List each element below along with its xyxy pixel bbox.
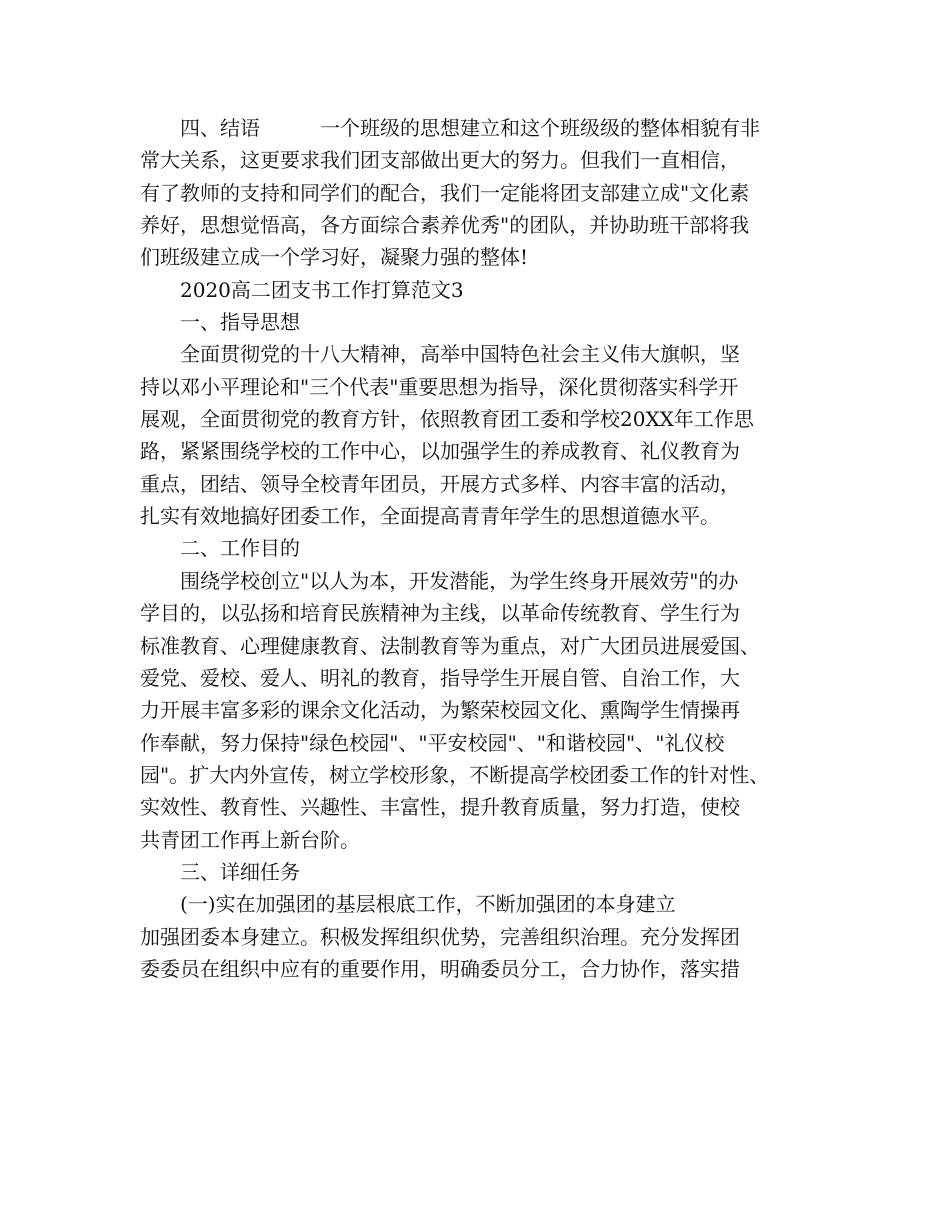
conclusion-paragraph-line-1 [140,112,825,144]
section1-line: 重点，团结、领导全校青年团员，开展方式多样、内容丰富的活动， [140,471,740,496]
document-body [140,112,825,985]
section-heading-guiding-ideology: 一、指导思想 [180,310,300,335]
section2-line: 学目的，以弘扬和培育民族精神为主线，以革命传统教育、学生行为 [140,601,740,626]
section2-line: 围绕学校创立"以人为本，开发潜能，为学生终身开展效劳"的办 [180,568,739,593]
section1-line: 路，紧紧围绕学校的工作中心，以加强学生的养成教育、礼仪教育为 [140,439,740,464]
conclusion-line: 养好，思想觉悟高，各方面综合素养优秀"的团队，并协助班干部将我 [140,213,750,238]
section2-line: 实效性、教育性、兴趣性、丰富性，提升教育质量，努力打造，使校 [140,795,740,820]
conclusion-text: 一个班级的思想建立和这个班级级的整体相貌有非 [320,116,760,140]
conclusion-line: 常大关系，这更要求我们团支部做出更大的努力。但我们一直相信， [140,148,740,173]
section2-line: 共青团工作再上新台阶。 [140,827,360,852]
section1-line: 全面贯彻党的十八大精神，高举中国特色社会主义伟大旗帜，坚 [180,342,740,367]
section3-line: 加强团委本身建立。积极发挥组织优势，完善组织治理。充分发挥团 [140,924,740,949]
section1-line: 展观，全面贯彻党的教育方针，依照教育团工委和学校20XX年工作思 [140,407,754,432]
section-heading-work-goals: 二、工作目的 [180,536,300,561]
section1-line: 扎实有效地搞好团委工作，全面提高青青年学生的思想道德水平。 [140,504,720,529]
conclusion-line: 有了教师的支持和同学们的配合，我们一定能将团支部建立成"文化素 [140,180,750,205]
section2-line: 作奉献，努力保持"绿色校园"、"平安校园"、"和谐校园"、"礼仪校 [140,730,725,755]
section2-line: 园"。扩大内外宣传，树立学校形象，不断提高学校团委工作的针对性、 [140,762,770,787]
section-heading-detailed-tasks: 三、详细任务 [180,859,300,884]
section2-line: 爱党、爱校、爱人、明礼的教育，指导学生开展自管、自治工作，大 [140,665,740,690]
section2-line: 力开展丰富多彩的课余文化活动，为繁荣校园文化、熏陶学生情操再 [140,698,740,723]
section1-line: 持以邓小平理论和"三个代表"重要思想为指导，深化贯彻落实科学开 [140,374,739,399]
document-title: 2020高二团支书工作打算范文3 [180,277,464,302]
section3-subheading: (一)实在加强团的基层根底工作，不断加强团的本身建立 [180,892,676,917]
section2-line: 标准教育、心理健康教育、法制教育等为重点，对广大团员进展爱国、 [140,633,760,658]
conclusion-line: 们班级建立成一个学习好，凝聚力强的整体! [140,245,529,270]
section3-line: 委委员在组织中应有的重要作用，明确委员分工，合力协作，落实措 [140,956,740,981]
conclusion-heading: 四、结语 [180,116,260,140]
